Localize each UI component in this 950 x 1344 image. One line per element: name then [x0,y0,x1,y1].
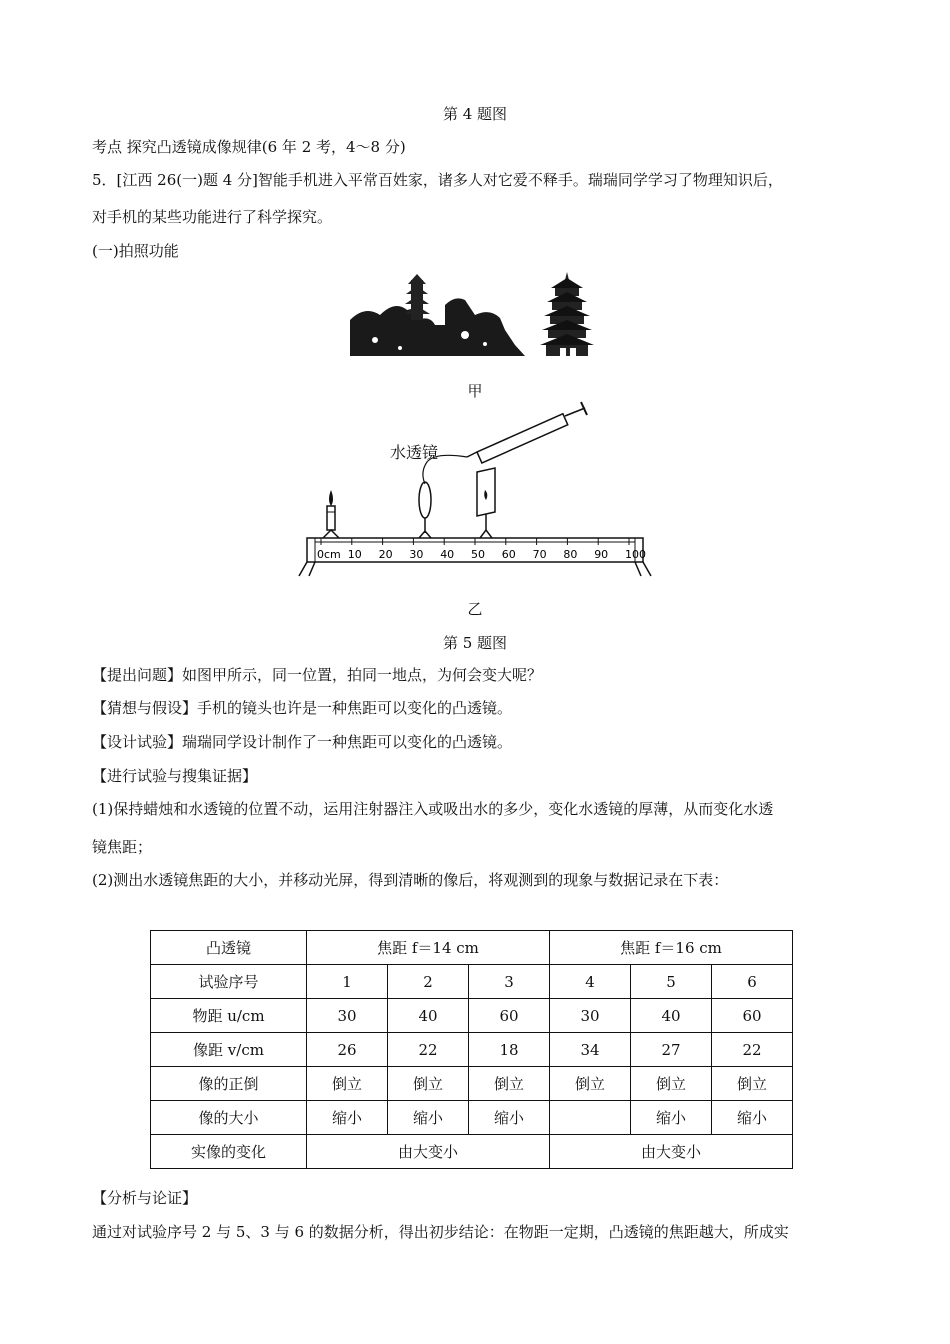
table-cell: 倒立 [307,1067,388,1101]
para-step2: (2)测出水透镜焦距的大小，并移动光屏，得到清晰的像后，将观测到的现象与数据记录在下表： [92,871,729,889]
ruler-tick-label: 20 [378,548,393,561]
table-cell: 2 [388,965,469,999]
table-cell: 像的正倒 [151,1067,307,1101]
ruler-tick-label: 90 [594,548,609,561]
ruler-tick-label: 60 [501,548,516,561]
table-row [151,1033,793,1067]
table-cell: 26 [307,1033,388,1067]
table-cell: 22 [388,1033,469,1067]
para-analysis-text: 通过对试验序号 2 与 5、3 与 6 的数据分析，得出初步结论：在物距一定期，凸透镜的焦距越大，所成实 [92,1223,789,1241]
table-cell: 试验序号 [151,965,307,999]
table-cell: 40 [388,999,469,1033]
table-row [151,1067,793,1101]
water-lens-label: 水透镜 [390,443,439,462]
table-cell: 缩小 [307,1101,388,1135]
pagoda-photo-small [350,274,525,356]
table-cell [550,1101,631,1135]
candle [323,490,339,538]
table-row-header [151,931,793,965]
ruler-tick-label: 50 [471,548,485,561]
fig4-caption: 第 4 题图 [442,105,508,123]
ruler-ticks [317,538,646,561]
table-cell: 18 [469,1033,550,1067]
table-cell: 倒立 [631,1067,712,1101]
table-cell: 实像的变化 [151,1135,307,1169]
table-cell: 焦距 f＝16 cm [550,931,793,965]
data-table [150,930,793,1169]
table-cell: 缩小 [631,1101,712,1135]
table-cell: 倒立 [469,1067,550,1101]
table-cell: 5 [631,965,712,999]
q5-line2: 对手机的某些功能进行了科学探究。 [92,208,333,226]
para-design: 【设计试验】瑞瑞同学设计制作了一种焦距可以变化的凸透镜。 [92,733,513,751]
table-cell: 60 [712,999,793,1033]
table-row [151,1101,793,1135]
figure-yi-optical-bench [295,400,655,580]
ruler-tick-label: 30 [409,548,424,561]
table-cell: 由大变小 [307,1135,550,1169]
table-row [151,1135,793,1169]
table-cell: 凸透镜 [151,931,307,965]
table-cell: 由大变小 [550,1135,793,1169]
table-cell: 物距 u/cm [151,999,307,1033]
table-cell: 40 [631,999,712,1033]
para-conduct: 【进行试验与搜集证据】 [92,767,258,785]
ruler-tick-label: 10 [347,548,362,561]
label-jia: 甲 [467,382,483,400]
table-cell: 倒立 [388,1067,469,1101]
table-cell: 30 [550,999,631,1033]
ruler-tick-label: 0cm [317,548,341,561]
ruler-tick-label: 70 [532,548,547,561]
table-cell: 34 [550,1033,631,1067]
syringe [467,402,587,463]
table-row [151,965,793,999]
ruler-tick-label: 100 [625,548,646,561]
fig5-caption: 第 5 题图 [442,634,508,652]
label-yi: 乙 [467,600,483,618]
table-cell: 焦距 f＝14 cm [307,931,550,965]
para-hypothesis: 【猜想与假设】手机的镜头也许是一种焦距可以变化的凸透镜。 [92,699,513,717]
table-cell: 22 [712,1033,793,1067]
table-cell: 60 [469,999,550,1033]
table-cell: 像的大小 [151,1101,307,1135]
table-cell: 6 [712,965,793,999]
table-cell: 倒立 [712,1067,793,1101]
table-cell: 缩小 [388,1101,469,1135]
table-cell: 倒立 [550,1067,631,1101]
ruler-tick-label: 80 [563,548,578,561]
table-cell: 缩小 [712,1101,793,1135]
section-photo-function: (一)拍照功能 [92,242,179,260]
table-cell: 1 [307,965,388,999]
table-cell: 缩小 [469,1101,550,1135]
para-question: 【提出问题】如图甲所示，同一位置，拍同一地点，为何会变大呢？ [92,666,543,684]
para-step1-b: 镜焦距； [92,838,153,856]
topic-line: 考点 探究凸透镜成像规律(6 年 2 考，4～8 分) [92,138,406,156]
water-lens [419,482,431,538]
light-screen [477,468,495,538]
pagoda-photo-large [540,272,594,356]
table-cell: 27 [631,1033,712,1067]
table-cell: 4 [550,965,631,999]
figure-jia-pagoda-photos [345,270,605,362]
table-cell: 3 [469,965,550,999]
para-step1-a: (1)保持蜡烛和水透镜的位置不动，运用注射器注入或吸出水的多少，变化水透镜的厚薄，从而变化水透 [92,800,774,818]
table-cell: 像距 v/cm [151,1033,307,1067]
table-cell: 30 [307,999,388,1033]
ruler-tick-label: 40 [440,548,455,561]
table-row [151,999,793,1033]
q5-line1: 5．[江西 26(一)题 4 分]智能手机进入平常百姓家，诸多人对它爱不释手。瑞瑞同学学习了物理知识后， [92,171,783,189]
para-analysis: 【分析与论证】 [92,1189,198,1207]
